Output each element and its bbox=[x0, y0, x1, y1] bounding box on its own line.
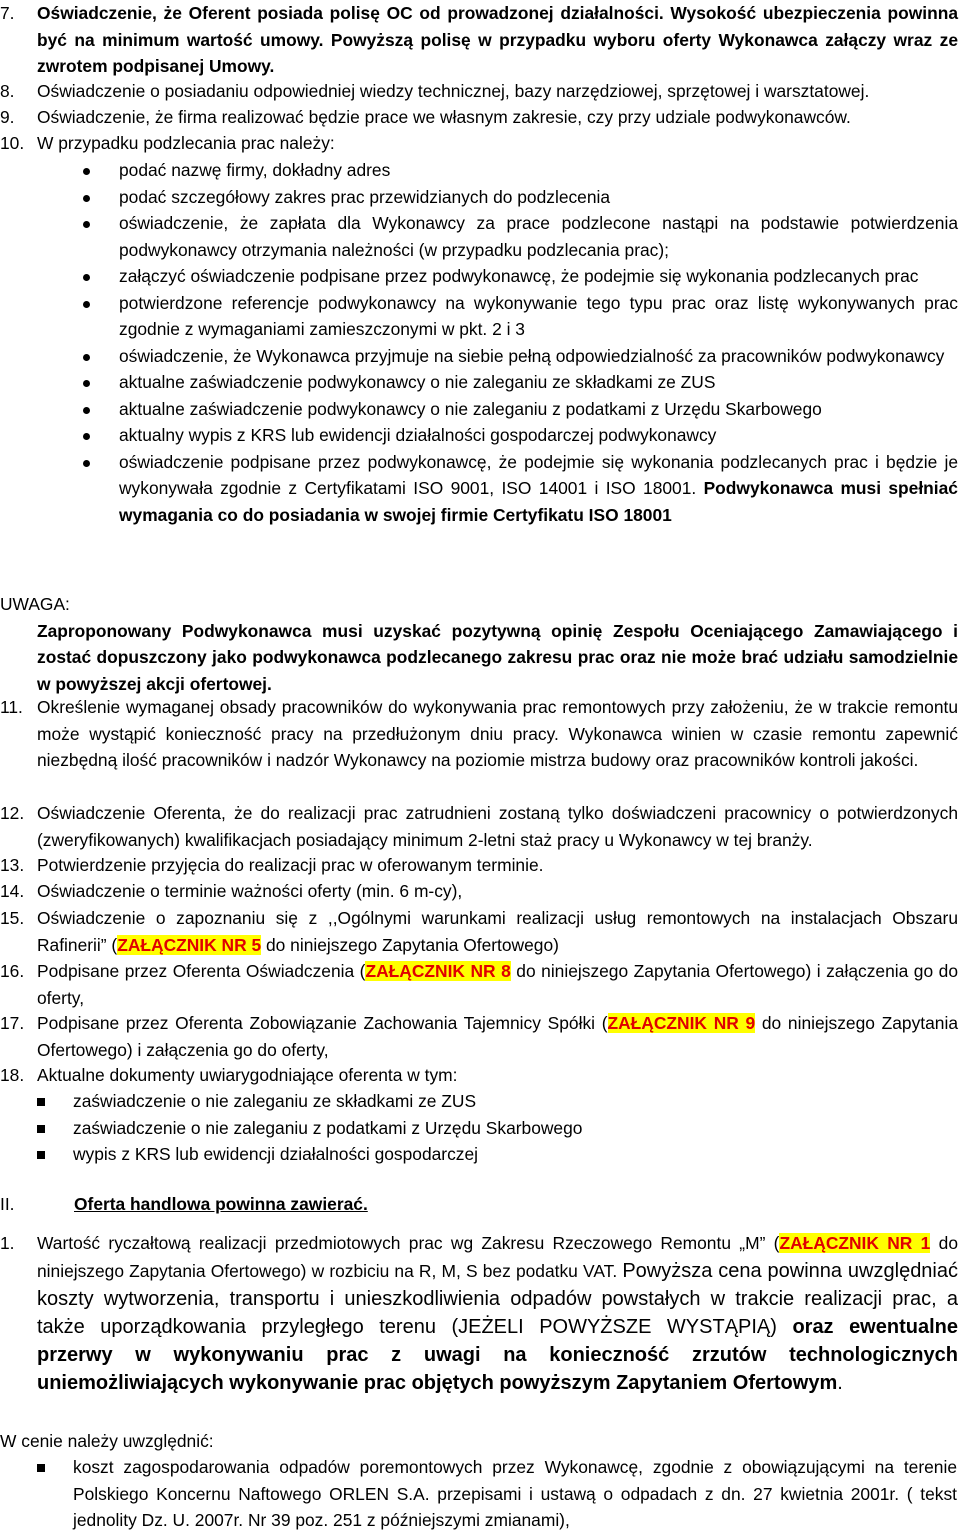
attachment-highlight: ZAŁĄCZNIK NR 8 bbox=[365, 961, 511, 981]
square-bullet-icon bbox=[37, 1464, 45, 1472]
item-number: 11. bbox=[0, 697, 23, 717]
bullet-item: aktualny wypis z KRS lub ewidencji działalności gospodarczej podwykonawcy bbox=[83, 422, 958, 449]
item-text: Podpisane przez Oferenta Oświadczenia (ZAŁĄCZNIK NR 8 do niniejszego Zapytania Ofertowego) i załączenia go do oferty, bbox=[37, 961, 958, 1008]
list-item-11 bbox=[0, 694, 958, 774]
item-text: Oświadczenie o terminie ważności oferty (min. 6 m-cy), bbox=[37, 881, 463, 901]
item-text: Podpisane przez Oferenta Zobowiązanie Zachowania Tajemnicy Spółki (ZAŁĄCZNIK NR 9 do niniejszego Zapytania Ofertowego) i załączenia go do oferty, bbox=[37, 1013, 959, 1060]
bullet-icon bbox=[83, 274, 90, 281]
section-number: II. bbox=[0, 1194, 15, 1214]
uwaga-label: UWAGA: bbox=[0, 594, 70, 614]
subcontracting-bullet-list bbox=[83, 157, 958, 528]
item-number: 17. bbox=[0, 1013, 25, 1033]
bullet-icon bbox=[83, 460, 90, 467]
bullet-icon bbox=[83, 354, 90, 361]
list-item-10 bbox=[0, 130, 958, 157]
bullet-icon bbox=[83, 407, 90, 414]
bullet-item: zaświadczenie o nie zaleganiu ze składkami ze ZUS bbox=[37, 1088, 957, 1115]
item-number: 13. bbox=[0, 855, 25, 875]
attachment-highlight: ZAŁĄCZNIK NR 5 bbox=[117, 934, 262, 955]
square-bullet-icon bbox=[37, 1098, 45, 1106]
uwaga-text: Zaproponowany Podwykonawca musi uzyskać pozytywną opinię Zespołu Oceniającego Zamawiającego i zostać dopuszczony jako podwykonawca podzlecanego zakresu prac oraz nie może brać udziału samodzielnie w powyższej akcji ofertowej. bbox=[37, 620, 958, 694]
square-bullet-icon bbox=[37, 1125, 45, 1133]
bullet-icon bbox=[83, 221, 90, 228]
section-heading bbox=[0, 1191, 958, 1218]
item-text: W przypadku podzlecania prac należy: bbox=[37, 133, 335, 153]
item-text: Oświadczenie, że firma realizować będzie prace we własnym zakresie, czy przy udziale podwykonawców. bbox=[37, 107, 851, 127]
bullet-icon bbox=[83, 301, 90, 308]
list-item-15 bbox=[0, 905, 958, 958]
list-item-13 bbox=[0, 852, 958, 879]
item-number: 10. bbox=[0, 133, 25, 153]
iso-requirement: Podwykonawca musi spełniać wymagania co do posiadania w swojej firmie Certyfikatu ISO 18001 bbox=[119, 478, 958, 525]
documents-bullet-list bbox=[37, 1088, 957, 1168]
bullet-icon bbox=[83, 168, 90, 175]
item-text: Wartość ryczałtową realizacji przedmiotowych prac wg Zakresu Rzeczowego Remontu „M” (ZAŁĄCZNIK NR 1 do niniejszego Zapytania Ofertowego) w rozbiciu na R, M, S bez podatku VAT. Powyższa cena powinna uwzględniać koszty wytworzenia, transportu i unieszkodliwienia odpadów powstałych w trakcie realizacji prac, a także uporządkowania przyległego terenu (JEŻELI POWYŻSZE WYSTĄPIĄ) oraz ewentualne przerwy w wykonywaniu prac z uwagi na konieczność zrzutów technologicznych uniemożliwiających wykonywanie prac objętych powyższym Zapytaniem Ofertowym. bbox=[37, 1233, 959, 1394]
square-bullet-icon bbox=[37, 1151, 45, 1159]
bullet-item: załączyć oświadczenie podpisane przez podwykonawcę, że podejmie się wykonania podzlecanych prac bbox=[83, 263, 958, 290]
bullet-item: podać szczegółowy zakres prac przewidzianych do podzlecenia bbox=[83, 184, 958, 211]
bullet-item: zaświadczenie o nie zaleganiu z podatkami z Urzędu Skarbowego bbox=[37, 1115, 957, 1142]
bullet-item: oświadczenie, że Wykonawca przyjmuje na siebie pełną odpowiedzialność za pracowników podwykonawcy bbox=[83, 343, 958, 370]
attachment-highlight: ZAŁĄCZNIK NR 1 bbox=[779, 1233, 931, 1253]
item-number: 16. bbox=[0, 961, 25, 981]
list-item-18 bbox=[0, 1062, 958, 1089]
item-text: Oświadczenie o zapoznaniu się z ,,Ogólnymi warunkami realizacji usług remontowych na instalacjach Obszaru Rafinerii” (ZAŁĄCZNIK NR 5 do niniejszego Zapytania Ofertowego) bbox=[37, 908, 958, 955]
item-text: Aktualne dokumenty uwiarygodniające oferenta w tym: bbox=[37, 1065, 458, 1085]
list-item-17 bbox=[0, 1010, 958, 1063]
price-includes-label: W cenie należy uwzględnić: bbox=[0, 1431, 214, 1451]
bullet-item: aktualne zaświadczenie podwykonawcy o nie zaleganiu ze składkami ze ZUS bbox=[83, 369, 958, 396]
list-item-9 bbox=[0, 104, 958, 131]
item-number: 7. bbox=[0, 3, 15, 23]
bullet-item-iso: oświadczenie podpisane przez podwykonawcę, że podejmie się wykonania podzlecanych prac i będzie je wykonywała zgodnie z Certyfikatami ISO 9001, ISO 14001 i ISO 18001. Podwykonawca musi spełniać wymagania co do posiadania w swojej firmie Certyfikatu ISO 18001 bbox=[83, 449, 958, 529]
item-text: Potwierdzenie przyjęcia do realizacji prac w oferowanym terminie. bbox=[37, 855, 544, 875]
item-number: 8. bbox=[0, 81, 15, 101]
item-text: Oświadczenie o posiadaniu odpowiedniej wiedzy technicznej, bazy narzędziowej, sprzętowej i warsztatowej. bbox=[37, 81, 870, 101]
item-number: 1. bbox=[0, 1233, 15, 1253]
section-title: Oferta handlowa powinna zawierać. bbox=[74, 1194, 368, 1214]
item-number: 18. bbox=[0, 1065, 25, 1085]
item-number: 9. bbox=[0, 107, 15, 127]
list-item-14 bbox=[0, 878, 958, 905]
list-item-16 bbox=[0, 958, 958, 1011]
price-includes-list bbox=[37, 1454, 957, 1534]
bullet-item: oświadczenie, że zapłata dla Wykonawcy za prace podzlecone nastąpi na podstawie potwierdzenia podwykonawcy otrzymania należności (w przypadku podzlecania prac); bbox=[83, 210, 958, 263]
item-text: Określenie wymaganej obsady pracowników do wykonywania prac remontowych przy założeniu, że w trakcie remontu może wystąpić konieczność pracy na przedłużonym dniu pracy. Wykonawca winien w czasie remontu zapewnić niezbędną ilość pracowników i nadzór Wykonawcy na poziomie mistrza budowy oraz pracowników kontroli jakości. bbox=[37, 697, 958, 770]
list-item-7 bbox=[0, 0, 958, 80]
list-item-12 bbox=[0, 800, 958, 853]
item-text: Oświadczenie, że Oferent posiada polisę OC od prowadzonej działalności. Wysokość ubezpieczenia powinna być na minimum wartość umowy. Powyższą polisę w przypadku wyboru oferty Wykonawca załączy wraz ze zwrotem podpisanej Umowy. bbox=[37, 3, 958, 76]
section-2-item-1 bbox=[0, 1230, 958, 1397]
bullet-icon bbox=[83, 380, 90, 387]
bullet-icon bbox=[83, 433, 90, 440]
item-number: 15. bbox=[0, 908, 25, 928]
attachment-highlight: ZAŁĄCZNIK NR 9 bbox=[607, 1013, 756, 1033]
bullet-item: aktualne zaświadczenie podwykonawcy o nie zaleganiu z podatkami z Urzędu Skarbowego bbox=[83, 396, 958, 423]
bullet-item: koszt zagospodarowania odpadów poremontowych przez Wykonawcę, zgodnie z obowiązującymi na terenie Polskiego Koncernu Naftowego ORLEN S.A. przepisami i ustawą o odpadach z dn. 27 kwietnia 2001r. ( tekst jednolity Dz. U. 2007r. Nr 39 poz. 251 z późniejszymi zmianami), bbox=[37, 1454, 957, 1534]
bullet-item: podać nazwę firmy, dokładny adres bbox=[83, 157, 958, 184]
item-text: Oświadczenie Oferenta, że do realizacji prac zatrudnieni zostaną tylko doświadczeni pracownicy o potwierdzonych (zweryfikowanych) kwalifikacjach posiadający minimum 2-letni staż pracy u Wykonawcy w tej branży. bbox=[37, 803, 958, 850]
list-item-8 bbox=[0, 78, 958, 105]
item-number: 14. bbox=[0, 881, 25, 901]
bullet-item: wypis z KRS lub ewidencji działalności gospodarczej bbox=[37, 1141, 957, 1168]
uwaga-note bbox=[0, 591, 958, 697]
bullet-icon bbox=[83, 195, 90, 202]
bullet-item: potwierdzone referencje podwykonawcy na wykonywanie tego typu prac oraz listę wykonywanych prac zgodnie z wymaganiami zamieszczonymi w pkt. 2 i 3 bbox=[83, 290, 958, 343]
item-number: 12. bbox=[0, 803, 25, 823]
